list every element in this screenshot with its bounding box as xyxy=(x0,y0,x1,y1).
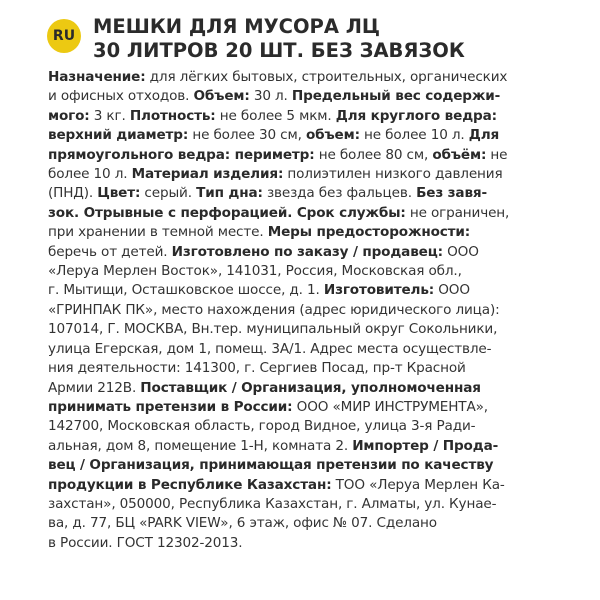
description-line xyxy=(48,476,560,495)
field-label: объем: xyxy=(305,127,360,144)
field-label: вец / Организация, принимающая претензии по качеству xyxy=(48,457,494,474)
field-value: альная, дом 8, помещение 1-Н, комната 2. xyxy=(48,437,353,454)
field-value: г. Мытищи, Осташковское шоссе, д. 1. xyxy=(48,282,324,299)
field-label: Меры предосторожности: xyxy=(267,224,471,241)
description-line xyxy=(48,223,560,242)
field-label: Изготовитель: xyxy=(323,282,435,299)
field-label: Для круглого ведра: xyxy=(335,107,497,124)
field-value: ва, д. 77, БЦ «PARK VIEW», 6 этаж, офис № 07. Сделано xyxy=(48,515,437,532)
description-line xyxy=(48,204,560,223)
field-value: не ограничен, xyxy=(405,204,510,221)
field-label: прямоугольного ведра: периметр: xyxy=(48,146,315,163)
description-line xyxy=(48,107,560,126)
field-value: серый. xyxy=(140,185,197,202)
field-label: зок. Отрывные с перфорацией. Срок службы: xyxy=(48,204,406,221)
field-label: Без завя- xyxy=(416,185,487,202)
description-line xyxy=(48,243,560,262)
field-value: 142700, Московская область, город Видное, улица 3-я Ради- xyxy=(48,418,476,435)
field-value: ООО «МИР ИНСТРУМЕНТА», xyxy=(292,398,488,415)
field-value: «ГРИНПАК ПК», место нахождения (адрес юридического лица): xyxy=(48,301,500,318)
field-value: 30 л. xyxy=(249,88,292,105)
field-value: не более 5 мкм. xyxy=(215,107,336,124)
language-badge: RU xyxy=(47,19,81,53)
field-value: (ПНД). xyxy=(48,185,98,202)
field-value: Армии 212В. xyxy=(48,379,141,396)
field-value: ТОО «Леруа Мерлен Ка- xyxy=(331,476,505,493)
description-line xyxy=(48,126,560,145)
field-label: продукции в Республике Казахстан: xyxy=(48,476,332,493)
field-value: «Леруа Мерлен Восток», 141031, Россия, Московская обл., xyxy=(48,263,462,280)
field-value: захстан», 050000, Республика Казахстан, г. Алматы, ул. Кунае- xyxy=(48,495,497,512)
field-value: ООО xyxy=(442,243,479,260)
field-label: Импортер / Продa- xyxy=(352,437,499,454)
product-title xyxy=(93,15,588,63)
description-line xyxy=(48,359,560,378)
description-line xyxy=(48,301,560,320)
field-label: Для xyxy=(468,127,500,144)
field-label: Назначение: xyxy=(48,69,146,85)
field-label: Цвет: xyxy=(97,185,141,202)
product-title-line-2: 30 ЛИТРОВ 20 ШТ. БЕЗ ЗАВЯЗОК xyxy=(93,39,465,62)
field-label: Поставщик / Организация, уполномоченная xyxy=(140,379,481,396)
description-line xyxy=(48,417,560,436)
field-value: в России. ГОСТ 12302-2013. xyxy=(48,534,243,551)
field-value: беречь от детей. xyxy=(48,243,172,260)
description-line xyxy=(48,87,560,106)
description-line xyxy=(48,379,560,398)
field-label: принимать претензии в России: xyxy=(48,398,293,415)
description-line xyxy=(48,514,560,533)
field-value: 107014, Г. МОСКВА, Вн.тер. муниципальный округ Сокольники, xyxy=(48,321,498,338)
field-label: Тип дна: xyxy=(196,185,263,202)
field-label: Изготовлено по заказу / продавец: xyxy=(171,243,443,260)
description-line xyxy=(48,398,560,417)
description-line xyxy=(48,184,560,203)
description-line xyxy=(48,534,560,553)
field-value: не более 10 л. xyxy=(359,127,469,144)
description-line xyxy=(48,320,560,339)
field-value: ООО xyxy=(434,282,470,299)
field-label: Объем: xyxy=(193,88,250,105)
description-line xyxy=(48,456,560,475)
field-value: не более 30 см, xyxy=(188,127,306,144)
description-line xyxy=(48,340,560,359)
product-title-line-1: МЕШКИ ДЛЯ МУСОРА ЛЦ xyxy=(93,15,381,38)
product-description xyxy=(48,68,560,553)
description-line xyxy=(48,437,560,456)
field-value: полиэтилен низкого давления xyxy=(283,166,503,183)
field-value: при хранении в темной месте. xyxy=(48,224,268,241)
field-label: Предельный вес содержи- xyxy=(291,88,501,105)
description-line xyxy=(48,165,560,184)
description-line xyxy=(48,68,560,87)
field-label: объём: xyxy=(432,146,487,163)
description-line xyxy=(48,146,560,165)
field-value: улица Егерская, дом 1, помещ. 3А/1. Адрес места осуществле- xyxy=(48,340,492,357)
field-value: для лёгких бытовых, строительных, органических xyxy=(145,69,508,85)
field-label: Плотность: xyxy=(129,107,216,124)
field-value: не более 80 см, xyxy=(314,146,433,163)
field-value: и офисных отходов. xyxy=(48,88,194,105)
description-line xyxy=(48,495,560,514)
description-line xyxy=(48,281,560,300)
field-value: звезда без фальцев. xyxy=(262,185,417,202)
field-value: более 10 л. xyxy=(48,166,132,183)
description-line xyxy=(48,262,560,281)
field-value: ния деятельности: 141300, г. Сергиев Посад, пр-т Красной xyxy=(48,360,466,377)
field-label: Материал изделия: xyxy=(131,166,284,183)
field-label: верхний диаметр: xyxy=(48,127,189,144)
field-value: не xyxy=(486,146,508,163)
field-label: мого: xyxy=(48,107,90,124)
field-value: 3 кг. xyxy=(89,107,130,124)
